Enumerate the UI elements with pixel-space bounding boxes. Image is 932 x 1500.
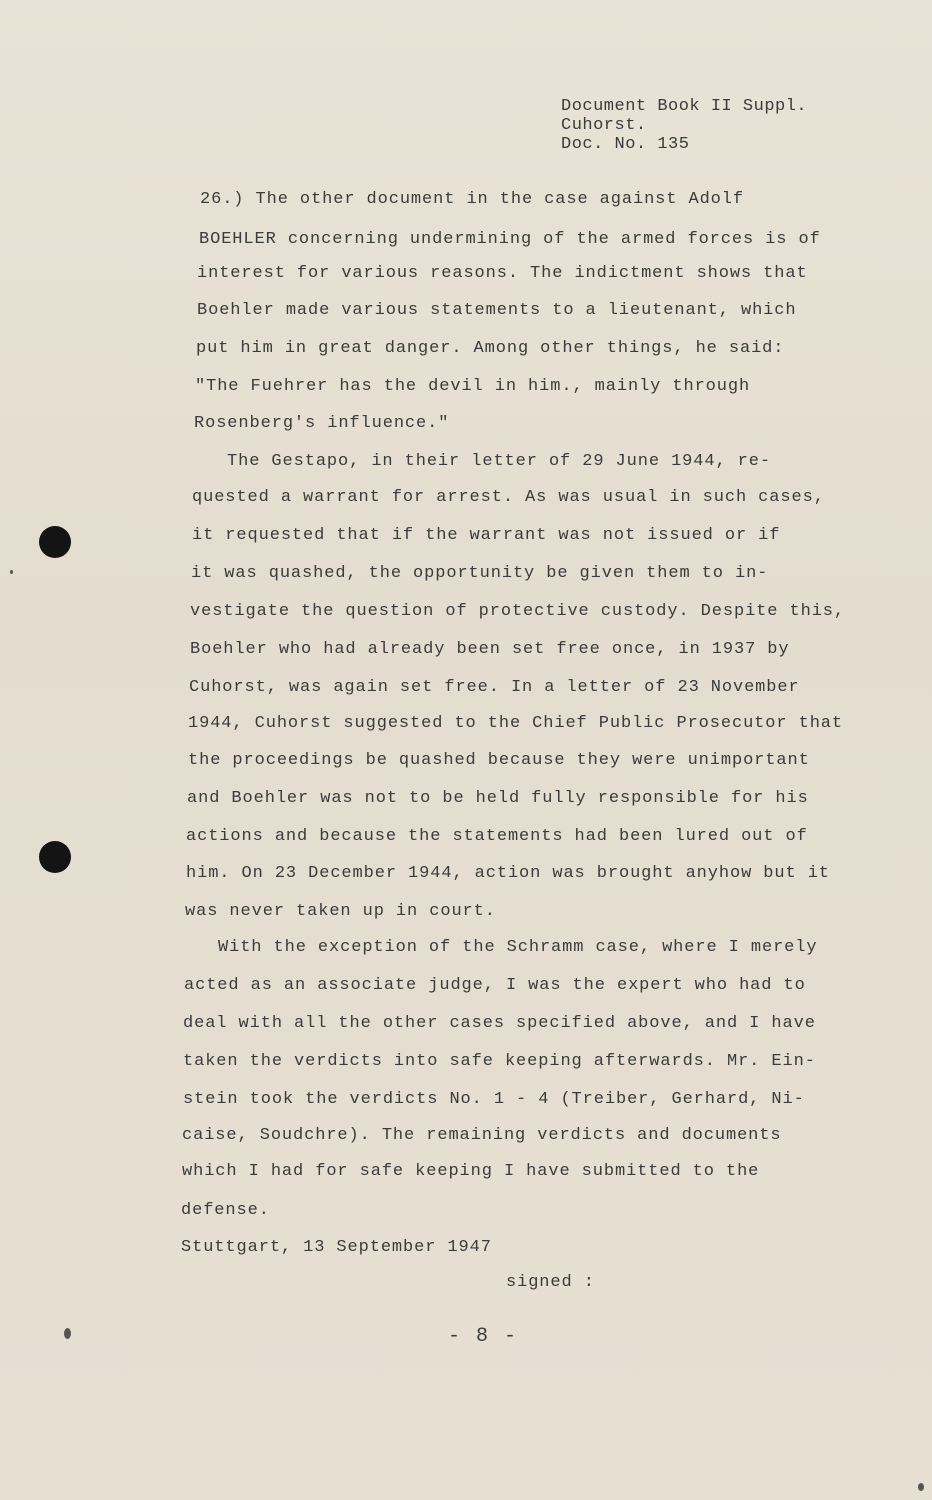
- text-line: acted as an associate judge, I was the expert who had to: [184, 976, 806, 995]
- page-number: - 8 -: [448, 1325, 519, 1348]
- text-line: Rosenberg's influence.": [194, 414, 450, 433]
- text-line: taken the verdicts into safe keeping afterwards. Mr. Ein-: [183, 1052, 816, 1071]
- text-line: was never taken up in court.: [185, 902, 496, 921]
- text-line: interest for various reasons. The indictment shows that: [197, 264, 808, 283]
- text-line: it requested that if the warrant was not issued or if: [192, 526, 781, 545]
- text-line: the proceedings be quashed because they were unimportant: [188, 751, 810, 770]
- punch-hole: [39, 526, 71, 558]
- ink-speck: [64, 1328, 71, 1339]
- text-line: him. On 23 December 1944, action was brought anyhow but it: [186, 864, 830, 883]
- punch-hole: [39, 841, 71, 873]
- ink-speck: [10, 570, 13, 574]
- text-line: actions and because the statements had been lured out of: [186, 827, 808, 846]
- header-doc-number-line: Doc. No. 135: [561, 135, 690, 154]
- text-line: which I had for safe keeping I have submitted to the: [182, 1162, 760, 1181]
- text-line: 26.) The other document in the case against Adolf: [200, 190, 744, 209]
- text-line: Cuhorst, was again set free. In a letter of 23 November: [189, 678, 800, 697]
- text-line: stein took the verdicts No. 1 - 4 (Treiber, Gerhard, Ni-: [183, 1090, 805, 1109]
- text-line: and Boehler was not to be held fully responsible for his: [187, 789, 809, 808]
- text-line: caise, Soudchre). The remaining verdicts and documents: [182, 1126, 782, 1145]
- ink-speck: [918, 1483, 924, 1491]
- text-line: it was quashed, the opportunity be given them to in-: [191, 564, 769, 583]
- text-line: deal with all the other cases specified above, and I have: [183, 1014, 816, 1033]
- text-line: Boehler who had already been set free once, in 1937 by: [190, 640, 790, 659]
- text-line: quested a warrant for arrest. As was usual in such cases,: [192, 488, 825, 507]
- text-line: defense.: [181, 1201, 270, 1220]
- place-date: Stuttgart, 13 September 1947: [181, 1238, 492, 1257]
- text-line: put him in great danger. Among other things, he said:: [196, 339, 785, 358]
- text-line: The Gestapo, in their letter of 29 June 1944, re-: [227, 452, 771, 471]
- text-line: "The Fuehrer has the devil in him., mainly through: [195, 377, 751, 396]
- text-line: BOEHLER concerning undermining of the armed forces is of: [199, 230, 821, 249]
- signature-line: signed :: [506, 1273, 595, 1292]
- text-line: With the exception of the Schramm case, where I merely: [218, 938, 818, 957]
- header-book-line: Document Book II Suppl.: [561, 97, 808, 116]
- header-defendant-line: Cuhorst.: [561, 116, 647, 135]
- text-line: Boehler made various statements to a lieutenant, which: [197, 301, 797, 320]
- text-line: vestigate the question of protective custody. Despite this,: [190, 602, 845, 621]
- document-header: [561, 97, 807, 154]
- text-line: 1944, Cuhorst suggested to the Chief Public Prosecutor that: [188, 714, 843, 733]
